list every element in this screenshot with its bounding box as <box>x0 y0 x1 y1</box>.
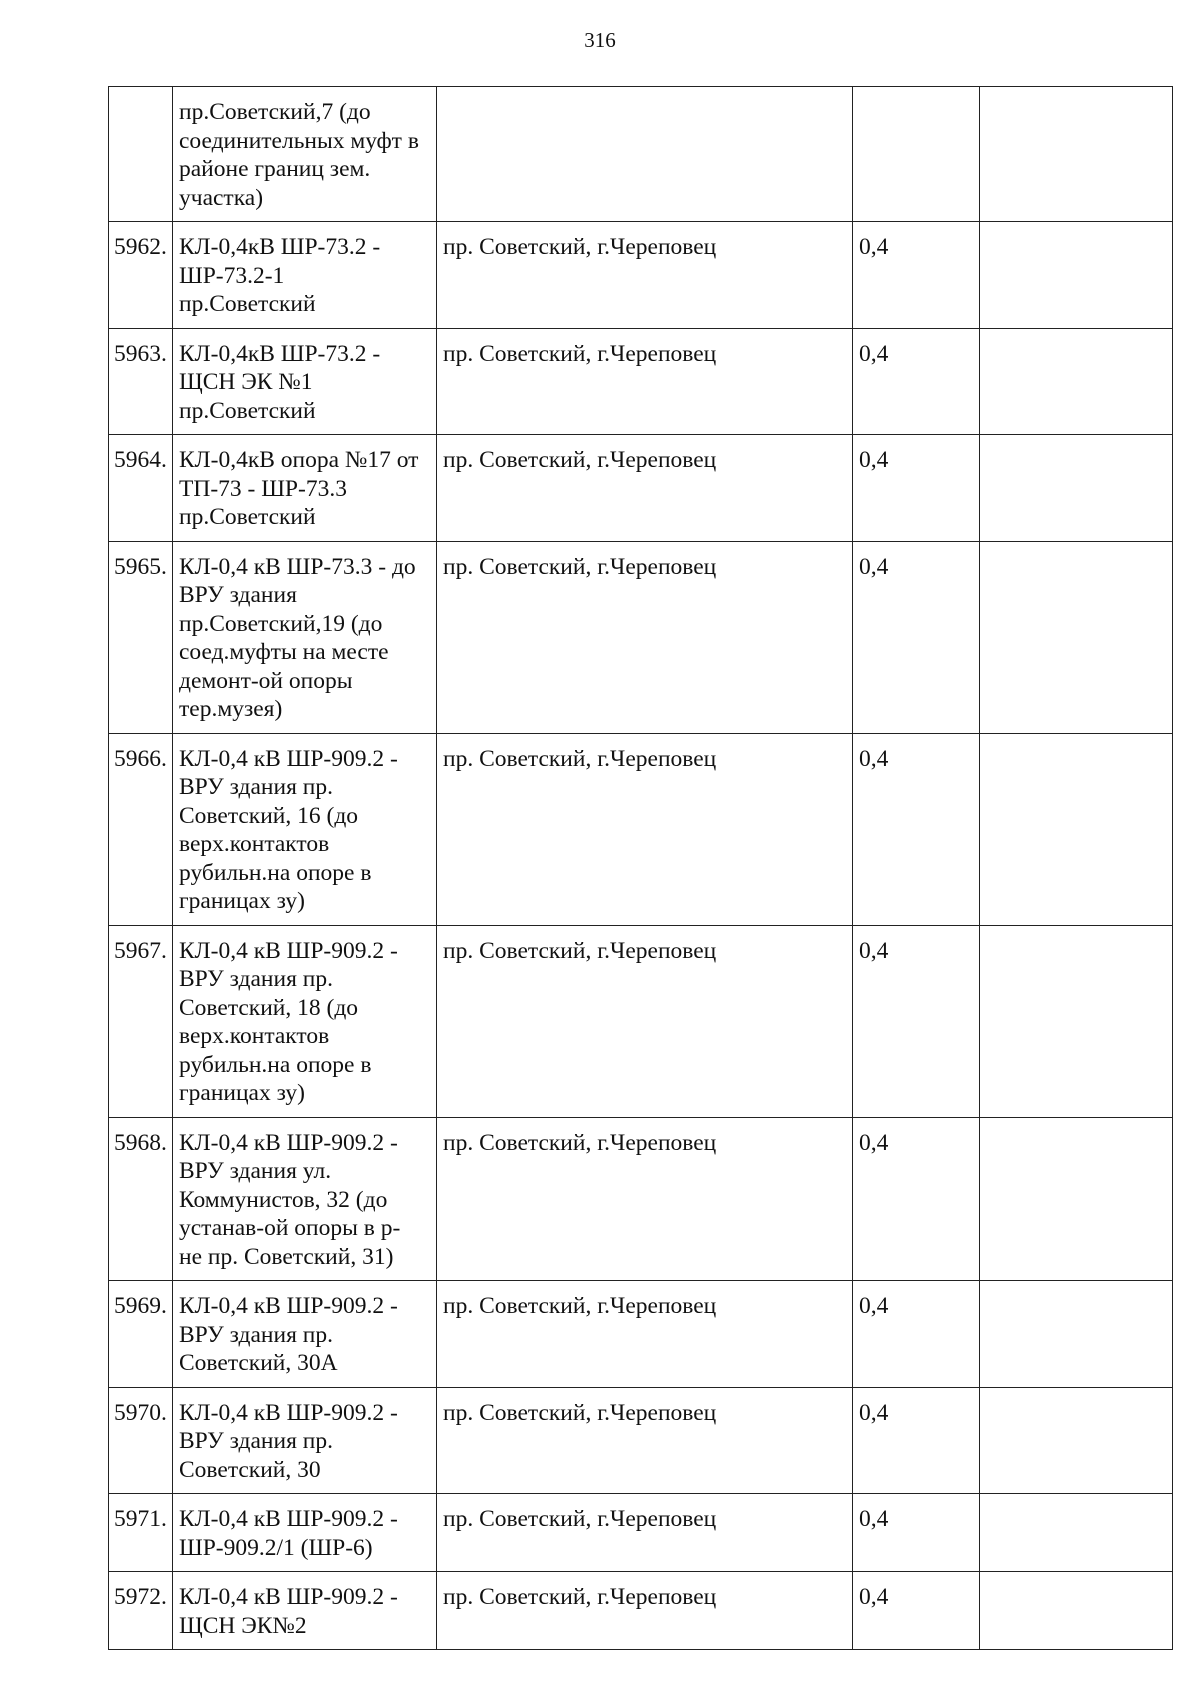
table-row <box>109 1117 1173 1281</box>
table-row <box>109 435 1173 542</box>
address-cell: пр. Советский, г.Череповец <box>437 733 853 925</box>
row-number-cell: 5969. <box>109 1281 173 1388</box>
row-number-cell: 5971. <box>109 1494 173 1572</box>
table-row <box>109 328 1173 435</box>
row-number-cell: 5967. <box>109 925 173 1117</box>
voltage-cell: 0,4 <box>853 1572 980 1650</box>
voltage-cell: 0,4 <box>853 435 980 542</box>
voltage-cell: 0,4 <box>853 222 980 329</box>
voltage-cell: 0,4 <box>853 925 980 1117</box>
row-number-cell: 5972. <box>109 1572 173 1650</box>
voltage-cell: 0,4 <box>853 1494 980 1572</box>
row-number-cell: 5965. <box>109 541 173 733</box>
voltage-cell: 0,4 <box>853 1387 980 1494</box>
cable-name-cell: КЛ-0,4 кВ ШР-909.2 - ВРУ здания пр. Советский, 16 (до верх.контактов рубильн.на опоре в границах зу) <box>173 733 437 925</box>
address-cell: пр. Советский, г.Череповец <box>437 925 853 1117</box>
extra-cell <box>980 87 1173 222</box>
voltage-cell: 0,4 <box>853 328 980 435</box>
cable-name-cell: КЛ-0,4 кВ ШР-909.2 - ШР-909.2/1 (ШР-6) <box>173 1494 437 1572</box>
extra-cell <box>980 925 1173 1117</box>
voltage-cell: 0,4 <box>853 541 980 733</box>
extra-cell <box>980 1387 1173 1494</box>
row-number-cell: 5962. <box>109 222 173 329</box>
table-row <box>109 733 1173 925</box>
table-row <box>109 541 1173 733</box>
table-row <box>109 925 1173 1117</box>
address-cell: пр. Советский, г.Череповец <box>437 1494 853 1572</box>
table-row <box>109 1281 1173 1388</box>
row-number-cell: 5964. <box>109 435 173 542</box>
voltage-cell: 0,4 <box>853 1117 980 1281</box>
table-row <box>109 87 1173 222</box>
address-cell: пр. Советский, г.Череповец <box>437 328 853 435</box>
extra-cell <box>980 1494 1173 1572</box>
row-number-cell <box>109 87 173 222</box>
voltage-cell <box>853 87 980 222</box>
row-number-cell: 5970. <box>109 1387 173 1494</box>
extra-cell <box>980 435 1173 542</box>
voltage-cell: 0,4 <box>853 733 980 925</box>
address-cell: пр. Советский, г.Череповец <box>437 1387 853 1494</box>
table-row <box>109 1494 1173 1572</box>
cable-name-cell: КЛ-0,4 кВ ШР-909.2 - ВРУ здания ул. Коммунистов, 32 (до устанав-ой опоры в р- не пр. Советский, 31) <box>173 1117 437 1281</box>
cable-name-cell: КЛ-0,4 кВ ШР-73.3 - до ВРУ здания пр.Советский,19 (до соед.муфты на месте демонт-ой опоры тер.музея) <box>173 541 437 733</box>
table-row <box>109 1387 1173 1494</box>
row-number-cell: 5966. <box>109 733 173 925</box>
address-cell: пр. Советский, г.Череповец <box>437 435 853 542</box>
extra-cell <box>980 1117 1173 1281</box>
extra-cell <box>980 733 1173 925</box>
address-cell: пр. Советский, г.Череповец <box>437 222 853 329</box>
table-row <box>109 222 1173 329</box>
address-cell <box>437 87 853 222</box>
row-number-cell: 5963. <box>109 328 173 435</box>
cable-name-cell: КЛ-0,4кВ ШР-73.2 - ЩСН ЭК №1 пр.Советский <box>173 328 437 435</box>
extra-cell <box>980 222 1173 329</box>
extra-cell <box>980 1572 1173 1650</box>
cable-name-cell: пр.Советский,7 (до соединительных муфт в районе границ зем. участка) <box>173 87 437 222</box>
cable-name-cell: КЛ-0,4 кВ ШР-909.2 - ВРУ здания пр. Советский, 30А <box>173 1281 437 1388</box>
address-cell: пр. Советский, г.Череповец <box>437 1117 853 1281</box>
extra-cell <box>980 541 1173 733</box>
cable-name-cell: КЛ-0,4 кВ ШР-909.2 - ЩСН ЭК№2 <box>173 1572 437 1650</box>
table-row <box>109 1572 1173 1650</box>
address-cell: пр. Советский, г.Череповец <box>437 1572 853 1650</box>
address-cell: пр. Советский, г.Череповец <box>437 541 853 733</box>
cable-name-cell: КЛ-0,4 кВ ШР-909.2 - ВРУ здания пр. Советский, 18 (до верх.контактов рубильн.на опоре в границах зу) <box>173 925 437 1117</box>
cable-name-cell: КЛ-0,4кВ опора №17 от ТП-73 - ШР-73.3 пр.Советский <box>173 435 437 542</box>
address-cell: пр. Советский, г.Череповец <box>437 1281 853 1388</box>
voltage-cell: 0,4 <box>853 1281 980 1388</box>
extra-cell <box>980 1281 1173 1388</box>
cable-name-cell: КЛ-0,4 кВ ШР-909.2 - ВРУ здания пр. Советский, 30 <box>173 1387 437 1494</box>
row-number-cell: 5968. <box>109 1117 173 1281</box>
extra-cell <box>980 328 1173 435</box>
cable-name-cell: КЛ-0,4кВ ШР-73.2 - ШР-73.2-1 пр.Советский <box>173 222 437 329</box>
registry-table <box>108 86 1173 1650</box>
page-number: 316 <box>584 28 616 52</box>
